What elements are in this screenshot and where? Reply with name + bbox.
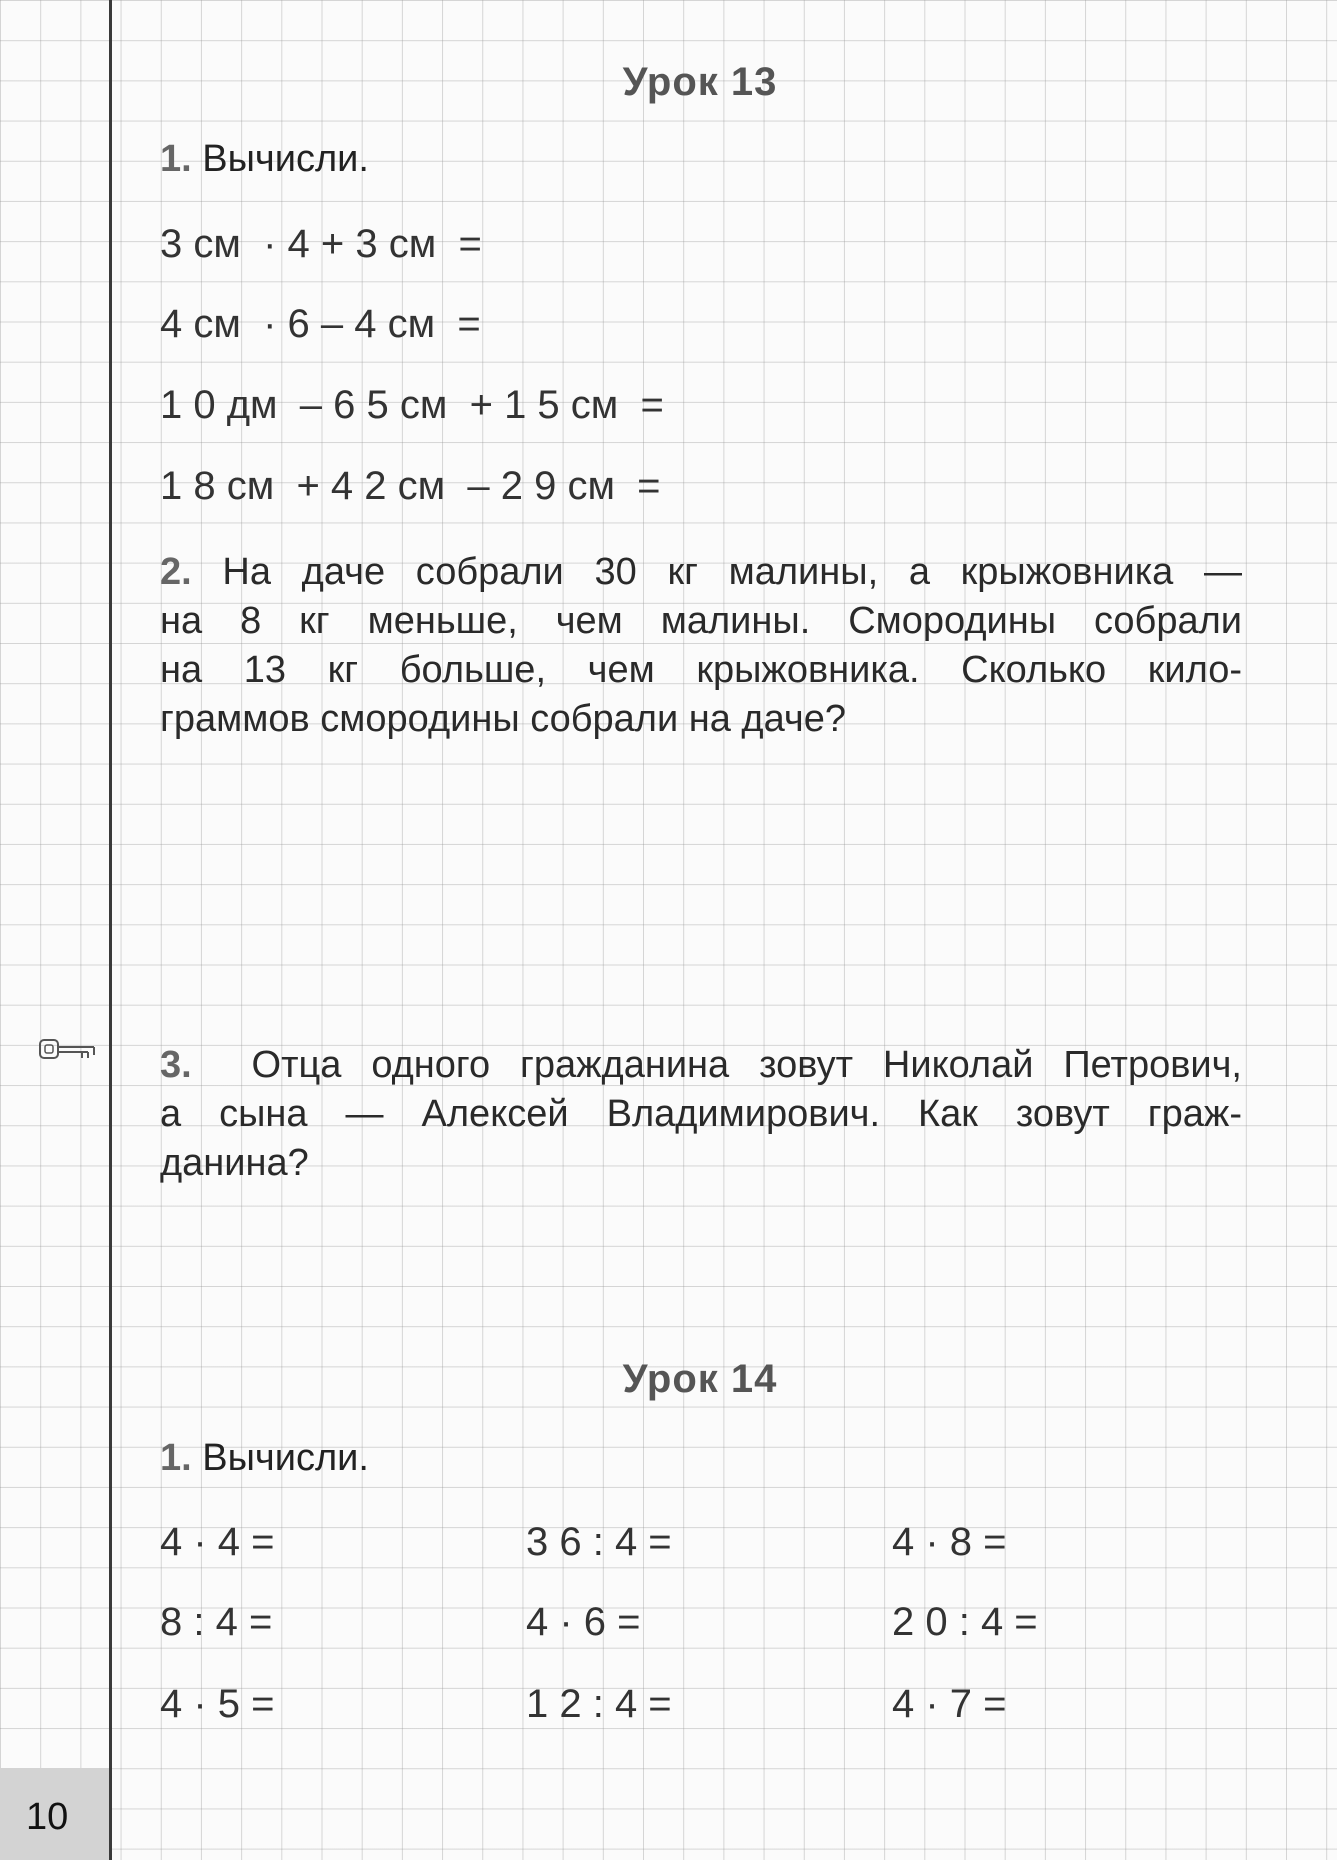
lesson-13-task-3: [160, 1041, 1242, 1188]
task-text: Отца одного гражданина зовут Николай Петрович,: [251, 1044, 1242, 1086]
expression: 8 : 4 =: [160, 1600, 273, 1644]
lesson-14-title: Урок 14: [622, 1357, 778, 1401]
expression: 4 · 7 =: [892, 1682, 1007, 1726]
task-text: На даче собрали 30 кг малины, а крыжовника —: [222, 551, 1242, 593]
task-2-line: на 13 кг больше, чем крыжовника. Сколько кило-: [160, 649, 1242, 691]
expression: 4 см · 6 – 4 см =: [160, 302, 481, 346]
expression: 2 0 : 4 =: [892, 1600, 1038, 1644]
task-3-line: [160, 1041, 1242, 1090]
task-text: Вычисли.: [202, 138, 369, 180]
task-2-line: на 8 кг меньше, чем малины. Смородины собрали: [160, 600, 1242, 642]
lesson-13-task-1-heading: [160, 138, 369, 181]
task-2-line: граммов смородины собрали на даче?: [160, 698, 846, 740]
task-number: 1.: [160, 138, 192, 180]
task-text: Вычисли.: [202, 1437, 369, 1479]
lesson-13-title: Урок 13: [622, 60, 778, 104]
key-icon: [38, 1037, 96, 1063]
expression: 1 8 см + 4 2 см – 2 9 см =: [160, 464, 661, 508]
expression: 4 · 6 =: [526, 1600, 641, 1644]
lesson-14-task-1-heading: [160, 1437, 369, 1480]
margin-line: [109, 0, 112, 1860]
expression: 1 0 дм – 6 5 см + 1 5 см =: [160, 383, 664, 427]
expression: 3 см · 4 + 3 см =: [160, 222, 482, 266]
lesson-13-task-2: [160, 548, 1242, 744]
expression: 1 2 : 4 =: [526, 1682, 672, 1726]
expression: 3 6 : 4 =: [526, 1520, 672, 1564]
expression: 4 · 4 =: [160, 1520, 275, 1564]
task-3-line: а сына — Алексей Владимирович. Как зовут граж-: [160, 1093, 1242, 1135]
page-number: 10: [26, 1796, 69, 1838]
task-number: 1.: [160, 1437, 192, 1479]
task-number: 3.: [160, 1044, 192, 1086]
task-3-line: данина?: [160, 1142, 309, 1184]
task-number: 2.: [160, 551, 192, 593]
task-2-line: [160, 548, 1242, 597]
expression: 4 · 8 =: [892, 1520, 1007, 1564]
expression: 4 · 5 =: [160, 1682, 275, 1726]
